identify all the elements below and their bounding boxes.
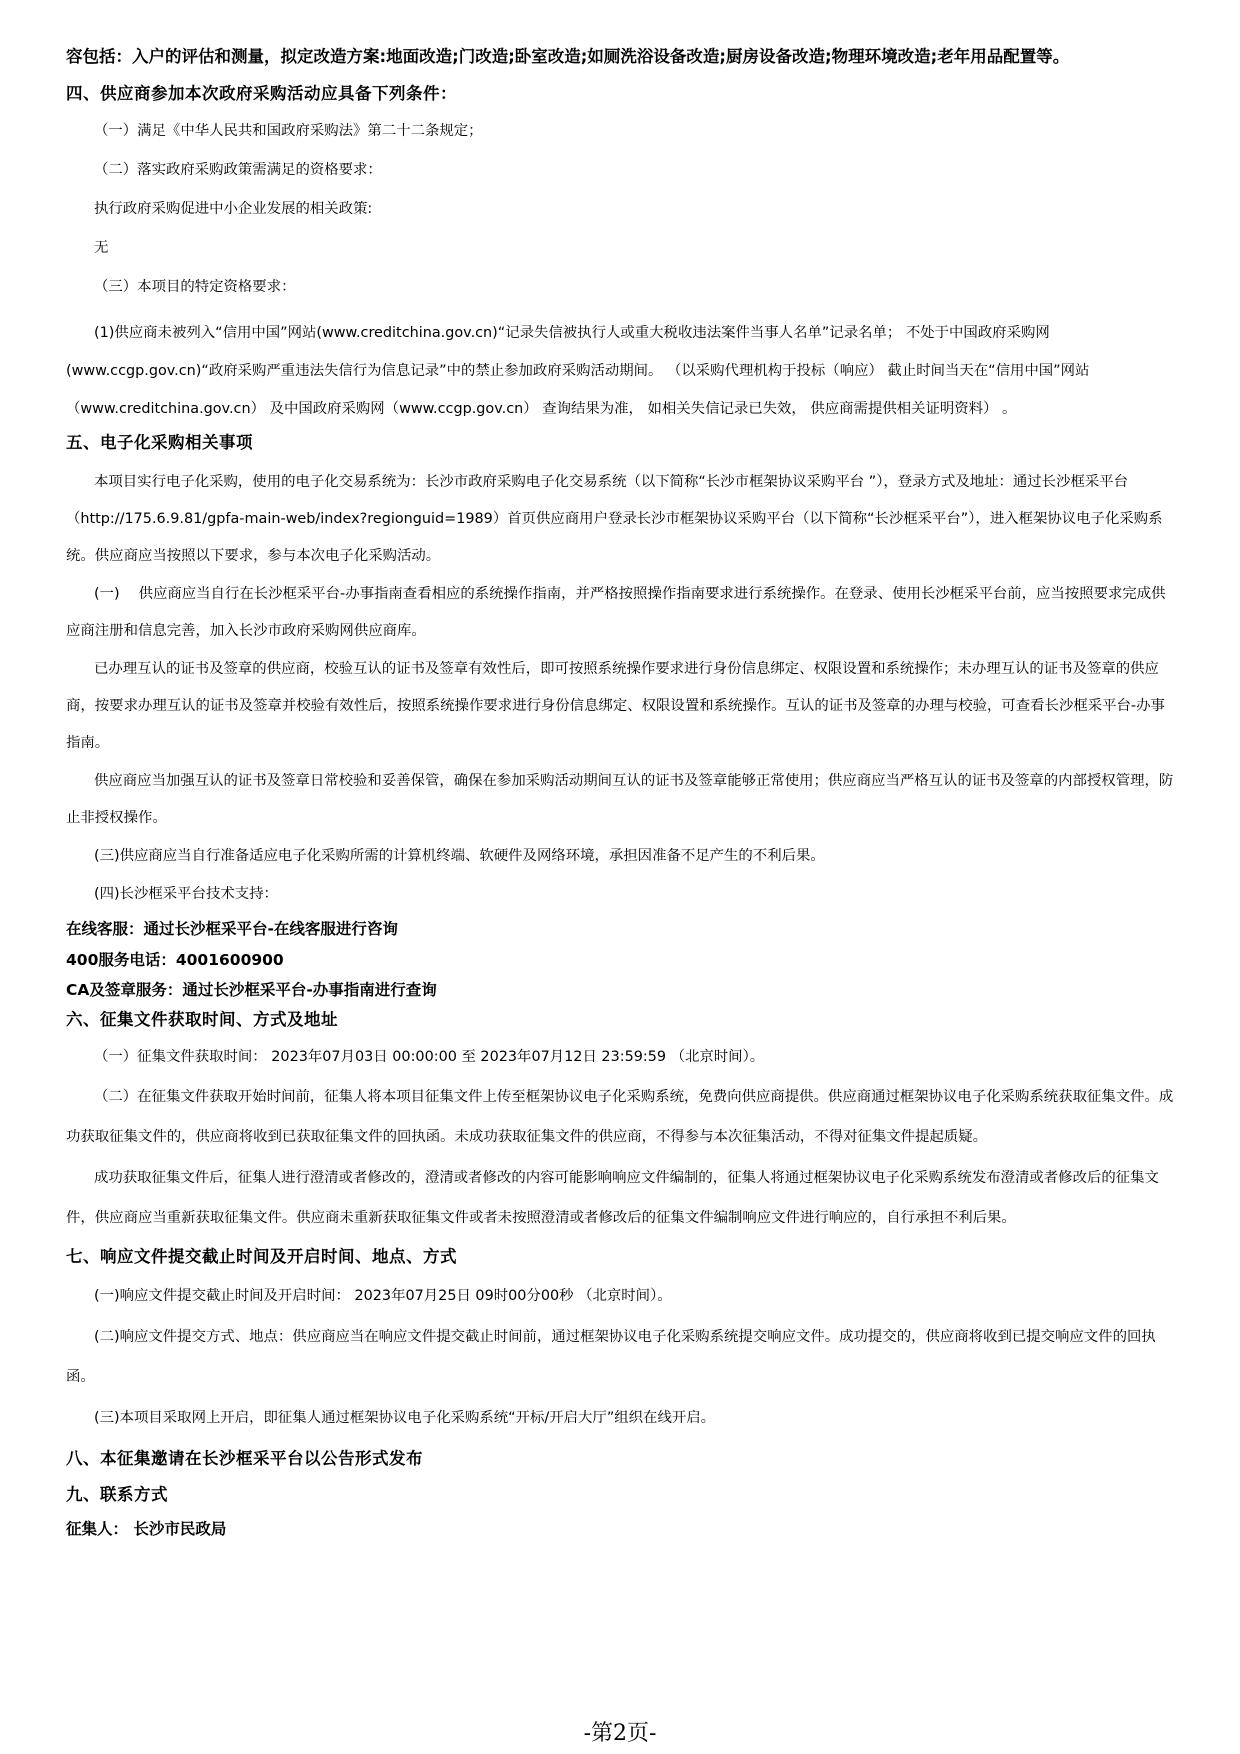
paragraph-6-1: （一）征集文件获取时间： 2023年07月03日 00:00:00 至 2023年07月12日 23:59:59 （北京时间）。 [94, 1049, 765, 1065]
document-body [66, 40, 1176, 1544]
paragraph-scope-continued: 容包括：入户的评估和测量，拟定改造方案:地面改造;门改造;卧室改造;如厕洗浴设备改造;厨房设备改造;物理环境改造;老年用品配置等。 [66, 47, 1070, 66]
paragraph-4-5: （三）本项目的特定资格要求： [94, 279, 296, 295]
paragraph-7-2: (二)响应文件提交方式、地点：供应商应当在响应文件提交截止时间前，通过框架协议电子化采购系统提交响应文件。成功提交的，供应商将收到已提交响应文件的回执函。 [66, 1329, 1156, 1385]
heading-section-8: 八、本征集邀请在长沙框采平台以公告形式发布 [66, 1449, 423, 1468]
paragraph-6-3: 成功获取征集文件后，征集人进行澄清或者修改的，澄清或者修改的内容可能影响响应文件编制的，征集人将通过框架协议电子化采购系统发布澄清或者修改后的征集文件，供应商应当重新获取征集文件。供应商未重新获取征集文件或者未按照澄清或者修改后的征集文件编制响应文件进行响应的，自行承担不利后果。 [66, 1170, 1159, 1226]
paragraph-4-2: （二）落实政府采购政策需满足的资格要求： [94, 162, 382, 178]
purchaser-line: 征集人： 长沙市民政局 [66, 1520, 227, 1538]
paragraph-7-3: (三)本项目采取网上开启，即征集人通过框架协议电子化采购系统“开标/开启大厅”组织在线开启。 [94, 1410, 716, 1426]
hotline-line: 400服务电话：4001600900 [66, 951, 284, 969]
heading-section-7: 七、响应文件提交截止时间及开启时间、地点、方式 [66, 1247, 457, 1266]
heading-section-4: 四、供应商参加本次政府采购活动应具备下列条件： [66, 84, 457, 103]
paragraph-4-6: (1)供应商未被列入“信用中国”网站(www.creditchina.gov.cn)“记录失信被执行人或重大税收违法案件当事人名单”记录名单； 不处于中国政府采购网(www.ccgp.gov.cn)“政府采购严重违法失信行为信息记录”中的禁止参加政府采购活动期间。 （以采购代理机构于投标（响应） 截止时间当天在“信用中国”网站（www.creditchina.gov.cn） 及中国政府采购网（www.ccgp.gov.cn） 查询结果为准， 如相关失信记录已失效， 供应商需提供相关证明资料） 。 [66, 325, 1090, 417]
ca-service-line: CA及签章服务：通过长沙框采平台-办事指南进行查询 [66, 981, 437, 999]
online-service-line: 在线客服：通过长沙框采平台-在线客服进行咨询 [66, 920, 398, 938]
heading-section-6: 六、征集文件获取时间、方式及地址 [66, 1010, 338, 1029]
paragraph-4-1: （一）满足《中华人民共和国政府采购法》第二十二条规定； [94, 123, 483, 139]
paragraph-5-3: 已办理互认的证书及签章的供应商，校验互认的证书及签章有效性后，即可按照系统操作要求进行身份信息绑定、权限设置和系统操作；未办理互认的证书及签章的供应商，按要求办理互认的证书及签章并校验有效性后，按照系统操作要求进行身份信息绑定、权限设置和系统操作。互认的证书及签章的办理与校验，可查看长沙框采平台-办事指南。 [66, 661, 1165, 751]
paragraph-7-1: (一)响应文件提交截止时间及开启时间： 2023年07月25日 09时00分00秒 （北京时间）。 [94, 1288, 672, 1304]
paragraph-5-2: (一) 供应商应当自行在长沙框采平台-办事指南查看相应的系统操作指南，并严格按照操作指南要求进行系统操作。在登录、使用长沙框采平台前，应当按照要求完成供应商注册和信息完善，加入长沙市政府采购网供应商库。 [66, 586, 1166, 639]
paragraph-6-2: （二）在征集文件获取开始时间前，征集人将本项目征集文件上传至框架协议电子化采购系统，免费向供应商提供。供应商通过框架协议电子化采购系统获取征集文件。成功获取征集文件的，供应商将收到已获取征集文件的回执函。未成功获取征集文件的供应商，不得参与本次征集活动，不得对征集文件提起质疑。 [66, 1089, 1174, 1145]
heading-section-5: 五、电子化采购相关事项 [66, 433, 253, 452]
paragraph-5-5: (三)供应商应当自行准备适应电子化采购所需的计算机终端、软硬件及网络环境，承担因准备不足产生的不利后果。 [94, 848, 825, 864]
paragraph-4-4: 无 [94, 240, 109, 256]
paragraph-5-4: 供应商应当加强互认的证书及签章日常校验和妥善保管，确保在参加采购活动期间互认的证书及签章能够正常使用；供应商应当严格互认的证书及签章的内部授权管理，防止非授权操作。 [66, 773, 1174, 826]
paragraph-5-6: (四)长沙框采平台技术支持： [94, 886, 278, 902]
page-number: -第2页- [583, 1721, 657, 1746]
paragraph-5-1: 本项目实行电子化采购，使用的电子化交易系统为：长沙市政府采购电子化交易系统（以下简称“长沙市框架协议采购平台 ”），登录方式及地址：通过长沙框采平台（http://175.6.9.81/gpfa-main-web/index?regionguid=1989）首页供应商用户登录长沙市框架协议采购平台（以下简称“长沙框采平台”），进入框架协议电子化采购系统。供应商应当按照以下要求，参与本次电子化采购活动。 [66, 474, 1163, 564]
heading-section-9: 九、联系方式 [66, 1485, 168, 1504]
paragraph-4-3: 执行政府采购促进中小企业发展的相关政策: [94, 201, 373, 217]
